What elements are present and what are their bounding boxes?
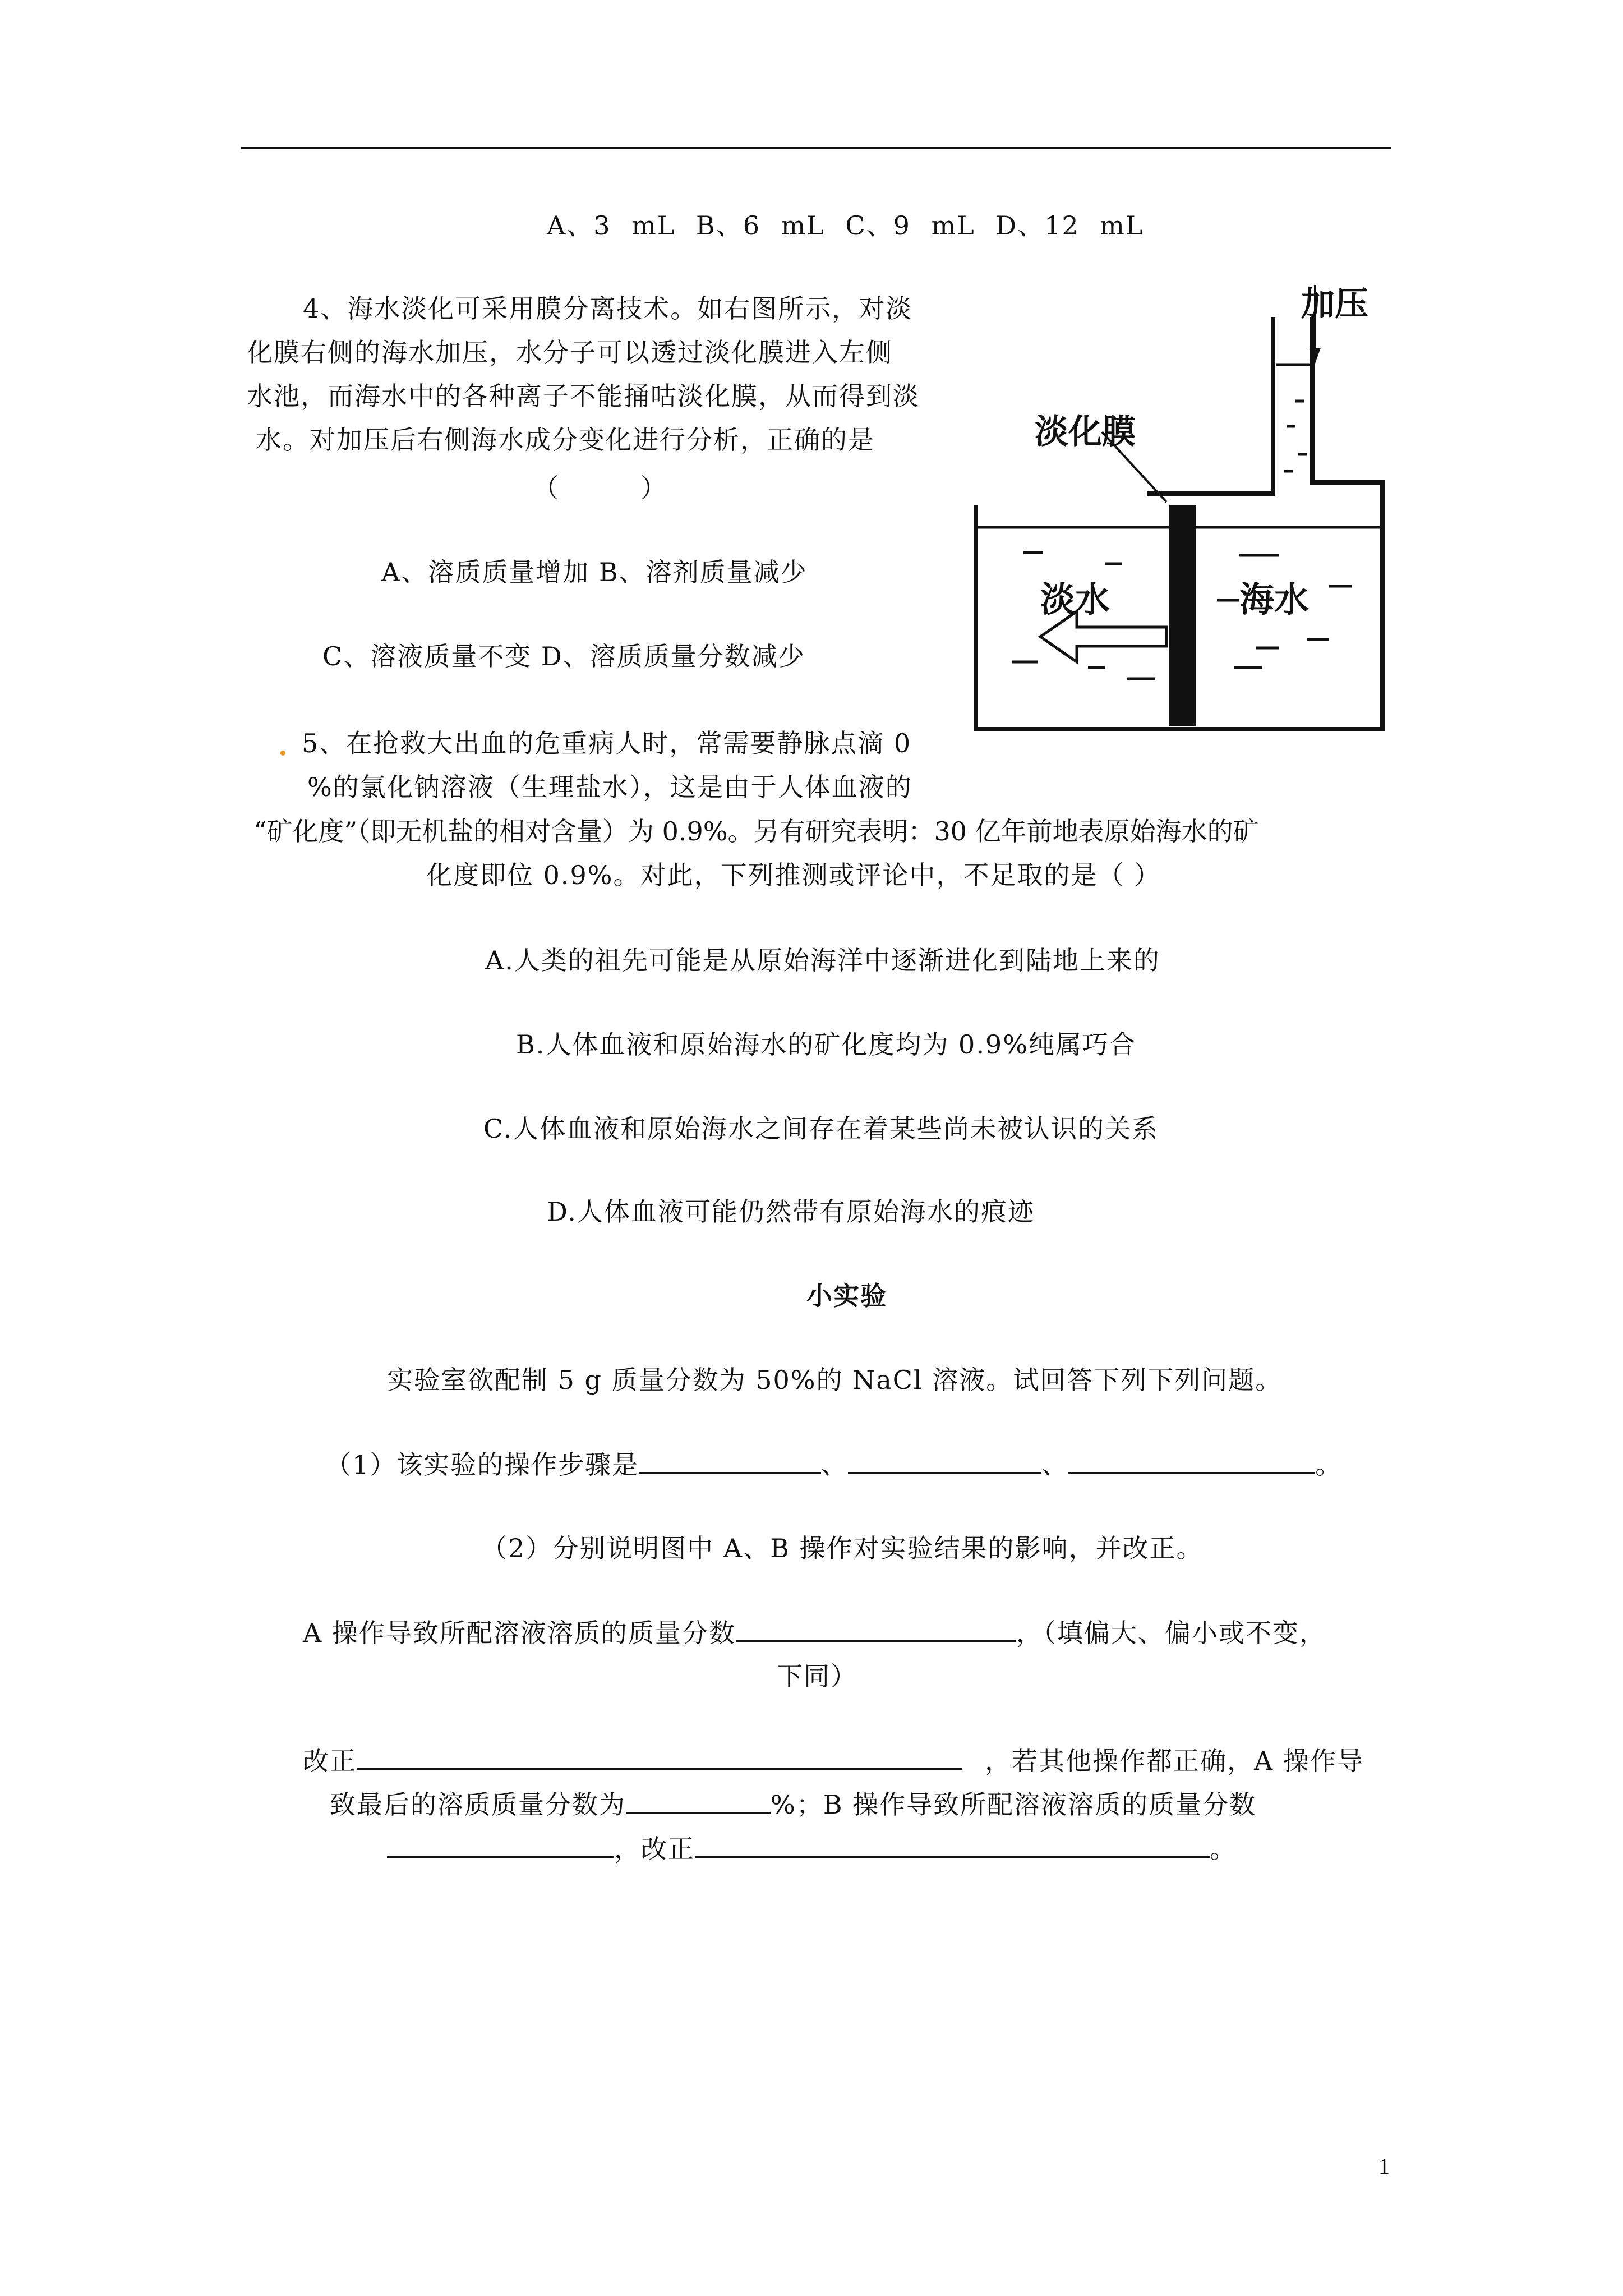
q5-line-2: %的氯化钠溶液（生理盐水），这是由于人体血液的 — [307, 772, 912, 802]
fix-line — [303, 1743, 1364, 1778]
q4-answer-paren: （ ） — [533, 473, 667, 503]
q5-option-b: B.人体血液和原始海水的矿化度均为 0.9%纯属巧合 — [516, 1029, 1136, 1060]
q1-prefix: （1）该实验的操作步骤是 — [325, 1450, 639, 1480]
experiment-q2: （2）分别说明图中 A、B 操作对实验结果的影响，并改正。 — [481, 1533, 1204, 1563]
b-mid: ，改正 — [614, 1834, 695, 1864]
membrane-diagram — [970, 275, 1391, 740]
q5-line-1: 5、在抢救大出血的危重病人时，常需要静脉点滴 0 — [302, 728, 912, 758]
mass-fraction-blank[interactable] — [626, 1787, 771, 1814]
experiment-heading: 小实验 — [806, 1281, 887, 1310]
mass-prefix: 致最后的溶质质量分数为 — [330, 1789, 626, 1820]
header-rule — [241, 147, 1391, 149]
label-pressure: 加压 — [1301, 285, 1368, 323]
a-effect-blank[interactable] — [736, 1616, 1016, 1642]
q1-end: 。 — [1315, 1450, 1343, 1480]
q5-line-4: 化度即位 0.9%。对此，下列推测或评论中，不足取的是（ ） — [426, 860, 1161, 890]
step-2-blank[interactable] — [848, 1447, 1041, 1474]
a-suffix: ，（填偏大、偏小或不变， — [1016, 1618, 1326, 1648]
orange-dot-marker — [280, 751, 285, 756]
q4-line-2: 化膜右侧的海水加压，水分子可以透过淡化膜进入左侧 — [247, 337, 893, 367]
a-operation-line-2: 下同） — [777, 1661, 857, 1691]
a-prefix: A 操作导致所配溶液溶质的质量分数 — [303, 1618, 736, 1648]
b-end: 。 — [1210, 1834, 1237, 1864]
step-1-blank[interactable] — [639, 1447, 821, 1474]
q5-option-c: C.人体血液和原始海水之间存在着某些尚未被认识的关系 — [483, 1114, 1159, 1144]
q4-options-row-2: C、溶液质量不变 D、溶质质量分数减少 — [322, 641, 805, 671]
a-operation-line — [303, 1616, 1326, 1650]
fix-a-blank[interactable] — [357, 1743, 962, 1770]
fix-b-blank[interactable] — [695, 1832, 1210, 1858]
q4-options-row-1: A、溶质质量增加 B、溶剂质量减少 — [381, 557, 808, 587]
fix-prefix: 改正 — [303, 1746, 357, 1776]
label-fresh-water: 淡水 — [1040, 581, 1110, 619]
q5-option-d: D.人体血液可能仍然带有原始海水的痕迹 — [547, 1197, 1035, 1227]
label-membrane: 淡化膜 — [1035, 413, 1136, 450]
q5-option-a: A.人类的祖先可能是从原始海洋中逐渐进化到陆地上来的 — [485, 945, 1160, 976]
fix-suffix: ，若其他操作都正确，A 操作导 — [985, 1746, 1364, 1776]
mass-fraction-line — [330, 1787, 1256, 1821]
b-operation-line — [387, 1832, 1237, 1866]
label-sea-water: 海水 — [1239, 581, 1310, 619]
experiment-intro: 实验室欲配制 5 g 质量分数为 50%的 NaCl 溶液。试回答下列下列问题。 — [387, 1365, 1283, 1395]
mass-mid: %；B 操作导致所配溶液溶质的质量分数 — [771, 1789, 1257, 1820]
q4-line-3: 水池，而海水中的各种离子不能捅咕淡化膜，从而得到淡 — [247, 381, 920, 411]
q3-options: A、3 mL B、6 mL C、9 mL D、12 mL — [547, 210, 1144, 241]
experiment-q1 — [325, 1447, 1342, 1481]
b-effect-blank[interactable] — [387, 1832, 614, 1858]
q4-line-1: 4、海水淡化可采用膜分离技术。如右图所示，对淡 — [303, 293, 913, 324]
q1-sep-2: 、 — [1041, 1450, 1069, 1480]
step-3-blank[interactable] — [1068, 1447, 1315, 1474]
page-number: 1 — [1378, 2154, 1390, 2179]
q5-line-3: “矿化度”（即无机盐的相对含量）为 0.9%。另有研究表明：30 亿年前地表原始海水的矿 — [253, 816, 1259, 846]
q1-sep-1: 、 — [821, 1450, 849, 1480]
q4-line-4: 水。对加压后右侧海水成分变化进行分析，正确的是 — [256, 425, 875, 455]
